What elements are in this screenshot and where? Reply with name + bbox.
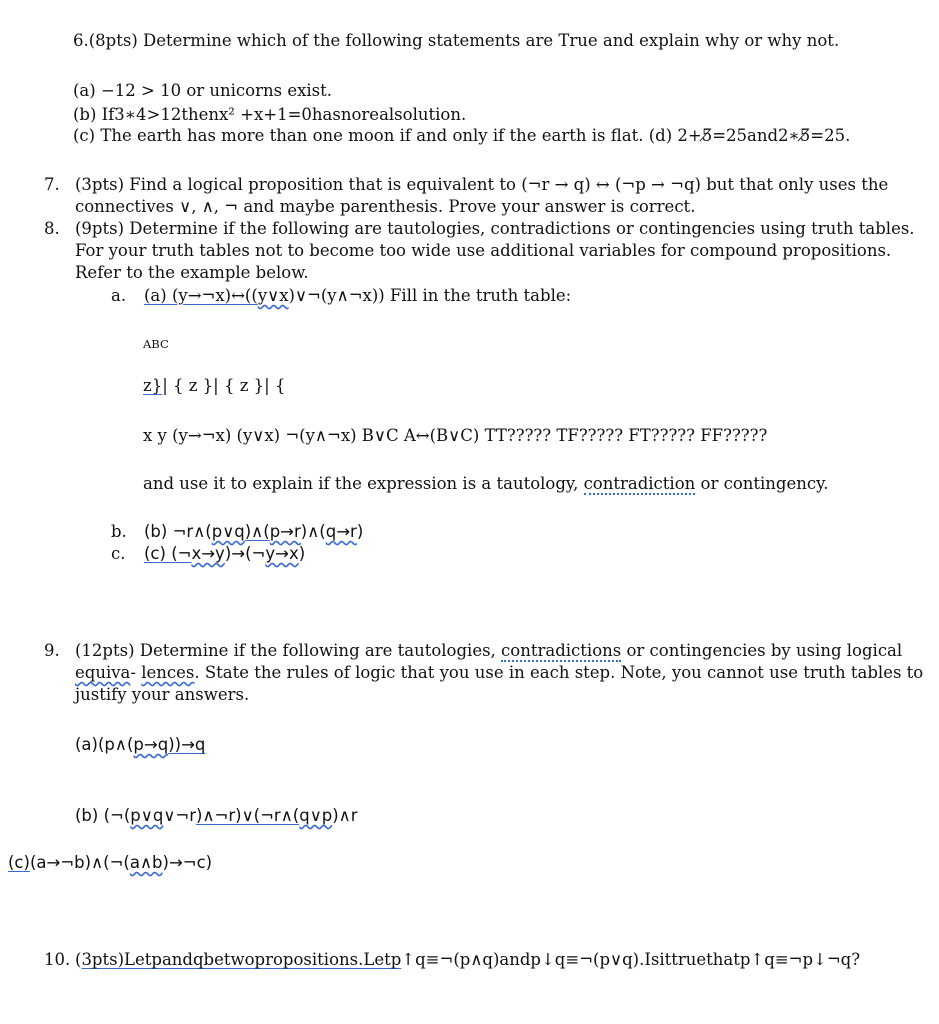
q8-explain-line xyxy=(143,474,829,494)
q9-line-2-text-4: . State the rules of logic that you use in each step. Note, you cannot use truth tables to xyxy=(194,663,924,682)
q9-b-text-3: ∨¬r xyxy=(163,806,197,825)
q8-a-expression xyxy=(144,286,571,306)
q9-b-text-5: q∨p xyxy=(299,806,333,825)
q8-abc-label: ABC xyxy=(143,337,169,351)
q7-line-2: connectives ∨, ∧, ¬ and maybe parenthesis. Prove your answer is correct. xyxy=(75,197,696,216)
q8-a-text-3: )∨¬(y∧¬x)) Fill in the truth table: xyxy=(288,286,572,305)
q10-text xyxy=(75,950,860,970)
q9-b-text-1: (b) (¬( xyxy=(75,806,131,825)
q9-line-1 xyxy=(75,641,902,661)
q6-part-b: (b) If3∗4>12thenx² +x+1=0hasnorealsolution. xyxy=(73,105,467,124)
q8-number: 8. xyxy=(44,219,60,238)
q8-c-text-3: )→(¬ xyxy=(224,544,266,563)
q9-line-1-text-3: or contingencies by using logical xyxy=(621,641,903,660)
q8-b-text-4: p→r xyxy=(269,522,301,541)
q8-b-text-5: )∧( xyxy=(300,522,326,541)
q8-c-text-4: y→x xyxy=(265,544,299,563)
q9-c-expression xyxy=(8,853,212,873)
q9-a-text-1: (a)(p∧( xyxy=(75,735,134,754)
q9-c-text-2: (a→¬b)∧(¬( xyxy=(29,853,130,872)
q9-b-text-2: p∨q xyxy=(130,806,164,825)
q8-brace-row xyxy=(143,376,285,396)
q8-line-1: (9pts) Determine if the following are tautologies, contradictions or contingencies using truth tables. xyxy=(75,219,915,238)
q9-line-2-text-2: - xyxy=(130,663,142,682)
q9-b-text-4: )∧¬r)∨(¬r∧( xyxy=(196,806,300,825)
q8-c-text-1: (c) (¬ xyxy=(144,544,192,563)
q9-line-2-text-3: lences xyxy=(141,663,195,682)
q8-b-text-3: )∧( xyxy=(244,522,270,541)
q8-b-text-6: q→r xyxy=(325,522,357,541)
q10-text-2: 3pts)Letpandqbetwopropositions.Letp xyxy=(81,950,402,969)
q9-number: 9. xyxy=(44,641,60,660)
q8-a-text-2: y∨x xyxy=(257,286,289,305)
q8-b-text-1: (b) ¬r∧( xyxy=(144,522,212,541)
q6-part-c: (c) The earth has more than one moon if and only if the earth is flat. (d) 2+5̸=25and2∗5̸=25. xyxy=(73,126,851,145)
q9-a-text-3: ))→q xyxy=(168,735,206,754)
q8-b-text-7: ) xyxy=(356,522,364,541)
q8-b-text-2: p∨q xyxy=(211,522,245,541)
q8-b-expression xyxy=(144,522,363,542)
q9-a-expression xyxy=(75,735,205,755)
q8-c-marker: c. xyxy=(111,544,126,563)
q8-b-marker: b. xyxy=(111,522,127,541)
q10-number: 10. xyxy=(44,950,71,969)
q8-c-text-5: ) xyxy=(298,544,306,563)
q8-explain-text-1: and use it to explain if the expression is a tautology, xyxy=(143,474,584,493)
q9-b-text-6: )∧r xyxy=(332,806,358,825)
q6-title: 6.(8pts) Determine which of the following statements are True and explain why or why not. xyxy=(73,31,840,50)
q8-line-2: For your truth tables not to become too wide use additional variables for compound propositions. xyxy=(75,241,892,260)
q8-a-text-1: (a) (y→¬x)↔(( xyxy=(144,286,258,305)
q9-c-text-4: )→¬c) xyxy=(162,853,213,872)
q8-brace-text-2: { z }| { z }| { xyxy=(167,376,286,395)
q9-c-text-1: (c) xyxy=(8,853,30,872)
q8-explain-text-2: contradiction xyxy=(583,474,696,493)
q10-text-1: ( xyxy=(75,950,82,969)
q6-part-a: (a) −12 > 10 or unicorns exist. xyxy=(73,81,333,100)
q7-line-1: (3pts) Find a logical proposition that is equivalent to (¬r → q) ↔ (¬p → ¬q) but that only uses the xyxy=(75,175,889,194)
q9-line-1-text-2: contradictions xyxy=(501,641,622,660)
q8-a-marker: a. xyxy=(111,286,127,305)
q8-explain-text-3: or contingency. xyxy=(695,474,829,493)
q9-a-text-2: p→q xyxy=(133,735,169,754)
q8-truth-table-row: x y (y→¬x) (y∨x) ¬(y∧¬x) B∨C A↔(B∨C) TT????? TF????? FT????? FF????? xyxy=(143,426,768,445)
q9-line-2 xyxy=(75,663,923,683)
q7-number: 7. xyxy=(44,175,60,194)
q9-line-1-text-1: (12pts) Determine if the following are tautologies, xyxy=(75,641,502,660)
q9-b-expression xyxy=(75,806,358,826)
q8-c-expression xyxy=(144,544,305,564)
q9-line-3: justify your answers. xyxy=(75,685,250,704)
q8-brace-text-1: z}| xyxy=(143,376,168,395)
q9-line-2-text-1: equiva xyxy=(75,663,131,682)
q8-c-text-2: x→y xyxy=(191,544,225,563)
q8-line-3: Refer to the example below. xyxy=(75,263,309,282)
q10-text-3: ↑q≡¬(p∧q)andp↓q≡¬(p∨q).Isittruethatp↑q≡¬p↓¬q? xyxy=(401,950,861,969)
q9-c-text-3: a∧b xyxy=(129,853,163,872)
